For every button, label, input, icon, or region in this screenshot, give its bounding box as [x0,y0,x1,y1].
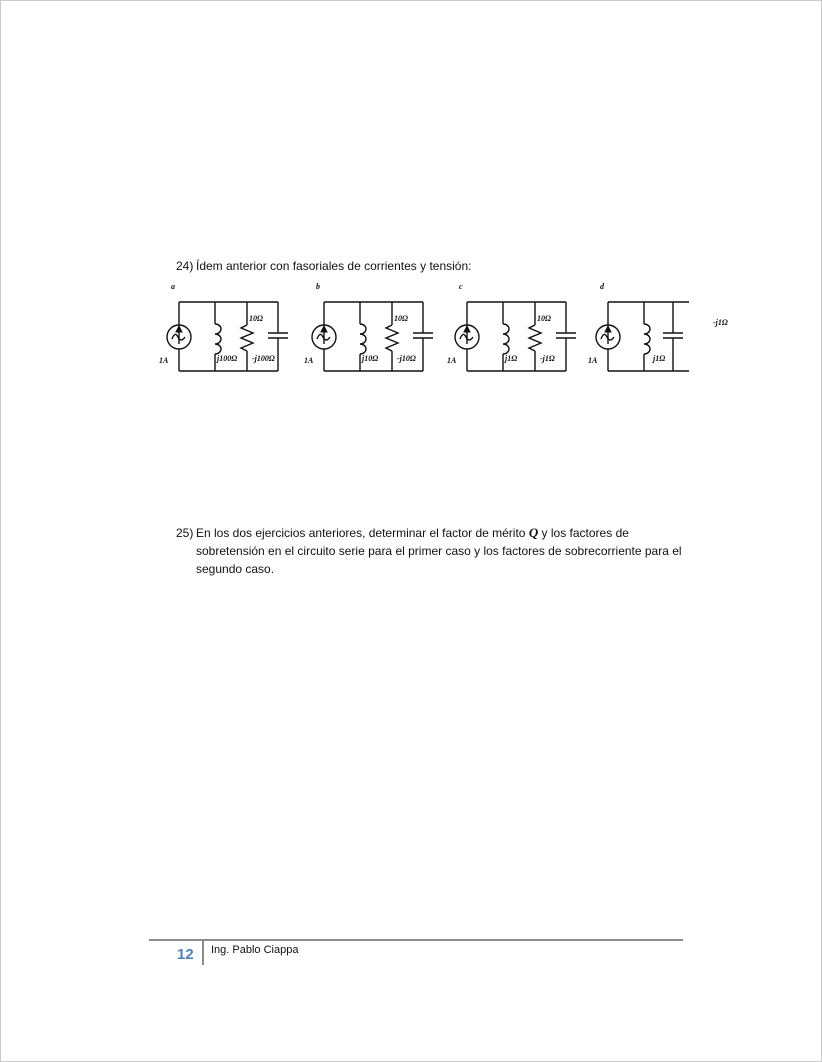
inductor-value: j100Ω [217,354,238,363]
source-value: 1A [588,356,598,365]
source-arrowhead [605,326,611,332]
capacitor-value: -j1Ω [540,354,555,363]
exercise-text: Ídem anterior con fasoriales de corrientes y tensión: [196,259,472,273]
circuit-d [588,282,728,371]
inductor-icon [644,324,650,354]
exercise-text-after: y los factores de sobretensión en el circuito serie para el primer caso y los factores de sobrecorriente para el segundo caso. [196,526,682,576]
exercise-25 [176,524,696,578]
inductor-value: j1Ω [505,354,518,363]
circuit-b [304,282,433,371]
circuit-diagrams [151,279,728,379]
exercise-number: 25) [176,526,194,540]
capacitor-value: -j10Ω [397,354,416,363]
capacitor-value: -j100Ω [252,354,275,363]
inductor-icon [215,324,221,354]
footer-rule [149,939,683,941]
resistor-value: 10Ω [249,314,263,323]
resistor-icon [529,325,541,351]
inductor-value: j1Ω [653,354,666,363]
source-value: 1A [159,356,169,365]
exercise-number: 24) [176,259,194,273]
capacitor-value: -j1Ω [713,318,728,327]
source-arrowhead [176,326,182,332]
exercise-24 [176,257,736,275]
footer-author: Ing. Pablo Ciappa [211,944,299,956]
footer-separator [202,941,204,965]
exercise-text [196,524,696,578]
page-number: 12 [177,946,194,963]
resistor-icon [386,325,398,351]
source-arrowhead [464,326,470,332]
inductor-value: j10Ω [362,354,379,363]
inductor-icon [503,324,509,354]
source-value: 1A [304,356,314,365]
merit-factor-symbol: Q [528,525,539,540]
circuit-label: d [600,282,604,291]
circuit-c [447,282,576,371]
inductor-icon [360,324,366,354]
resistor-icon [241,325,253,351]
exercise-text-before: En los dos ejercicios anteriores, determinar el factor de mérito [196,526,529,540]
circuit-label: a [171,282,175,291]
circuit-label: b [316,282,320,291]
circuit-label: c [459,282,463,291]
resistor-value: 10Ω [394,314,408,323]
source-arrowhead [321,326,327,332]
source-value: 1A [447,356,457,365]
circuit-a [159,282,288,371]
resistor-value: 10Ω [537,314,551,323]
